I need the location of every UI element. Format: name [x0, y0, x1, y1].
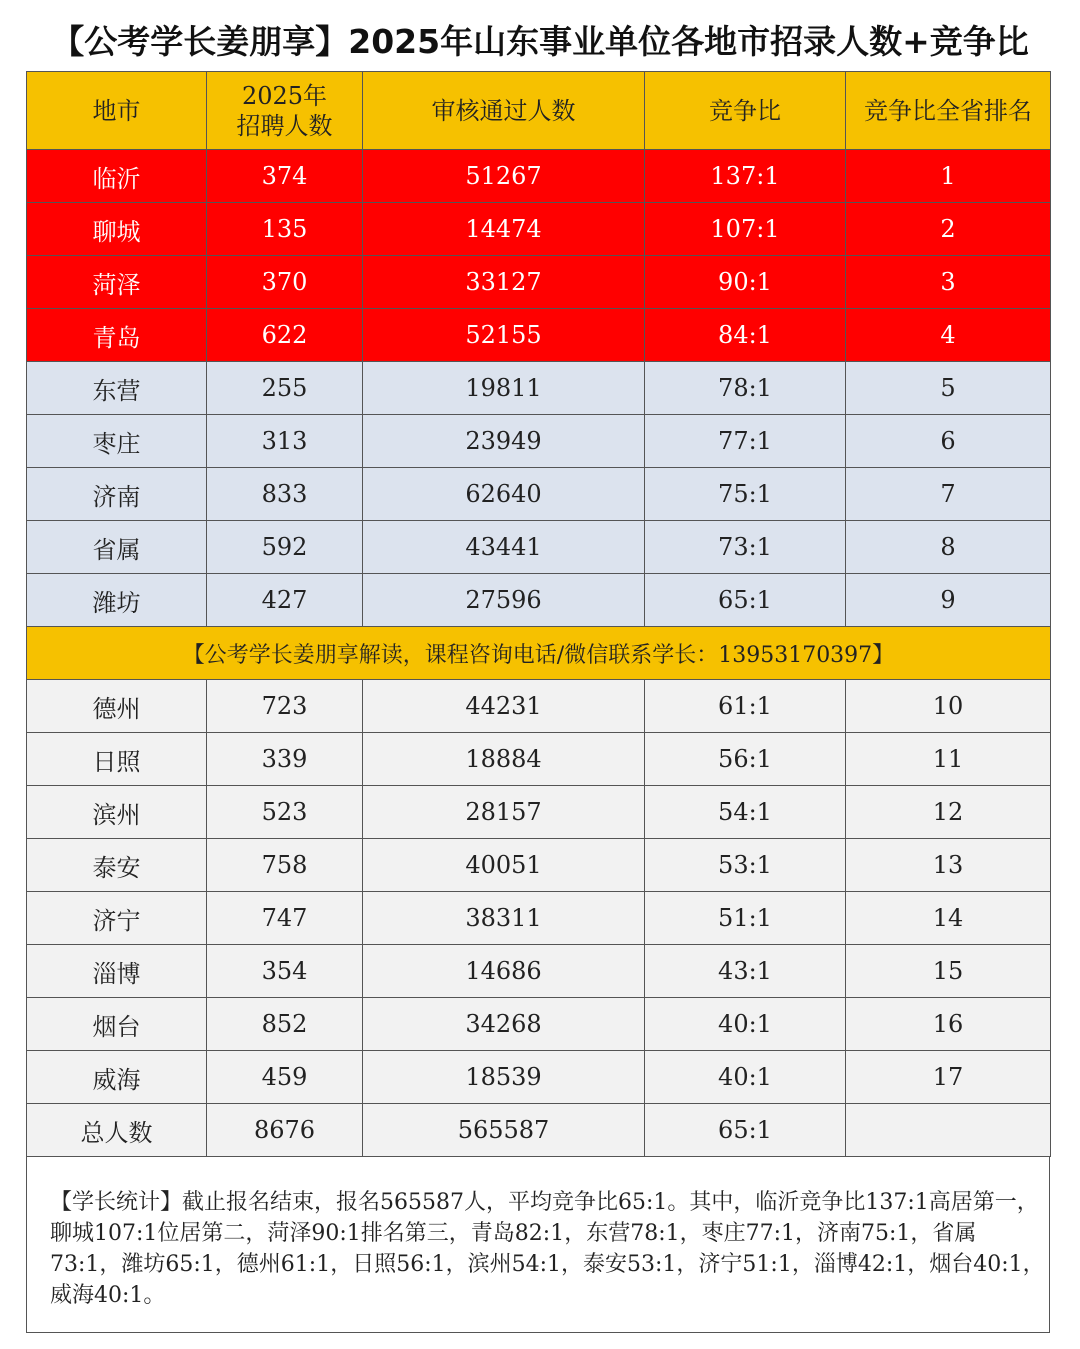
cell-city: 威海 [27, 1051, 207, 1104]
cell-rank: 14 [846, 892, 1051, 945]
cell-recruit: 592 [207, 521, 363, 574]
cell-rank: 13 [846, 839, 1051, 892]
table-row [27, 521, 1051, 574]
cell-recruit: 339 [207, 733, 363, 786]
cell-approved: 19811 [363, 362, 645, 415]
recruitment-table [26, 71, 1051, 1157]
banner-body [27, 627, 1051, 680]
cell-recruit: 758 [207, 839, 363, 892]
table-row [27, 786, 1051, 839]
cell-recruit: 354 [207, 945, 363, 998]
cell-approved: 43441 [363, 521, 645, 574]
cell-approved: 23949 [363, 415, 645, 468]
cell-rank: 16 [846, 998, 1051, 1051]
cell-approved: 33127 [363, 256, 645, 309]
cell-ratio: 61:1 [645, 680, 846, 733]
cell-approved: 51267 [363, 150, 645, 203]
cell-city: 潍坊 [27, 574, 207, 627]
cell-city: 德州 [27, 680, 207, 733]
cell-recruit: 370 [207, 256, 363, 309]
cell-recruit: 723 [207, 680, 363, 733]
cell-ratio: 40:1 [645, 998, 846, 1051]
cell-city: 枣庄 [27, 415, 207, 468]
cell-rank: 5 [846, 362, 1051, 415]
table-row [27, 892, 1051, 945]
cell-ratio: 137:1 [645, 150, 846, 203]
banner-row [27, 627, 1051, 680]
total-recruit: 8676 [207, 1104, 363, 1157]
cell-approved: 38311 [363, 892, 645, 945]
cell-approved: 44231 [363, 680, 645, 733]
cell-recruit: 135 [207, 203, 363, 256]
cell-ratio: 78:1 [645, 362, 846, 415]
cell-approved: 14686 [363, 945, 645, 998]
cell-city: 烟台 [27, 998, 207, 1051]
cell-rank: 6 [846, 415, 1051, 468]
cell-city: 青岛 [27, 309, 207, 362]
middle-rows [27, 362, 1051, 627]
cell-city: 泰安 [27, 839, 207, 892]
table-row [27, 309, 1051, 362]
cell-city: 菏泽 [27, 256, 207, 309]
header-approved: 审核通过人数 [363, 72, 645, 150]
cell-rank: 10 [846, 680, 1051, 733]
cell-ratio: 40:1 [645, 1051, 846, 1104]
cell-ratio: 84:1 [645, 309, 846, 362]
cell-recruit: 747 [207, 892, 363, 945]
total-body [27, 1104, 1051, 1157]
cell-ratio: 51:1 [645, 892, 846, 945]
cell-approved: 18539 [363, 1051, 645, 1104]
cell-recruit: 374 [207, 150, 363, 203]
cell-ratio: 75:1 [645, 468, 846, 521]
header-city: 地市 [27, 72, 207, 150]
cell-ratio: 73:1 [645, 521, 846, 574]
cell-approved: 18884 [363, 733, 645, 786]
cell-recruit: 255 [207, 362, 363, 415]
table-row [27, 998, 1051, 1051]
cell-recruit: 427 [207, 574, 363, 627]
total-ratio: 65:1 [645, 1104, 846, 1157]
cell-ratio: 77:1 [645, 415, 846, 468]
header-recruit-line1: 2025年 [241, 81, 328, 110]
cell-city: 省属 [27, 521, 207, 574]
cell-city: 聊城 [27, 203, 207, 256]
cell-ratio: 43:1 [645, 945, 846, 998]
cell-ratio: 65:1 [645, 574, 846, 627]
table-row [27, 733, 1051, 786]
cell-ratio: 56:1 [645, 733, 846, 786]
table-row [27, 1051, 1051, 1104]
cell-city: 济南 [27, 468, 207, 521]
cell-ratio: 90:1 [645, 256, 846, 309]
table-row [27, 415, 1051, 468]
cell-approved: 27596 [363, 574, 645, 627]
cell-city: 滨州 [27, 786, 207, 839]
cell-rank: 7 [846, 468, 1051, 521]
table-row [27, 839, 1051, 892]
table-row [27, 574, 1051, 627]
header-recruit [207, 72, 363, 150]
cell-ratio: 107:1 [645, 203, 846, 256]
cell-approved: 40051 [363, 839, 645, 892]
table-row [27, 362, 1051, 415]
cell-ratio: 54:1 [645, 786, 846, 839]
header-row [27, 72, 1051, 150]
cell-rank: 3 [846, 256, 1051, 309]
cell-approved: 34268 [363, 998, 645, 1051]
cell-approved: 52155 [363, 309, 645, 362]
table-row [27, 945, 1051, 998]
cell-ratio: 53:1 [645, 839, 846, 892]
cell-recruit: 622 [207, 309, 363, 362]
cell-city: 临沂 [27, 150, 207, 203]
stats-paragraph: 【学长统计】截止报名结束，报名565587人，平均竞争比65:1。其中，临沂竞争比137:1高居第一，聊城107:1位居第二，菏泽90:1排名第三，青岛82:1，东营78:1，枣庄77:1，济南75:1，省属73:1，潍坊65:1，德州61:1，日照56:1，滨州54:1，泰安53:1，济宁51:1，淄博42:1，烟台40:1，威海40:1。 [50, 1190, 1045, 1308]
header-ratio: 竞争比 [645, 72, 846, 150]
cell-approved: 28157 [363, 786, 645, 839]
cell-city: 淄博 [27, 945, 207, 998]
cell-rank: 12 [846, 786, 1051, 839]
cell-rank: 1 [846, 150, 1051, 203]
table-row [27, 203, 1051, 256]
header-recruit-line2: 招聘人数 [236, 111, 333, 140]
table-row [27, 256, 1051, 309]
cell-rank: 4 [846, 309, 1051, 362]
cell-rank: 17 [846, 1051, 1051, 1104]
cell-city: 济宁 [27, 892, 207, 945]
header-rank: 竞争比全省排名 [846, 72, 1051, 150]
cell-city: 东营 [27, 362, 207, 415]
page-title: 【公考学长姜朋享】2025年山东事业单位各地市招录人数+竞争比 [51, 22, 1029, 61]
cell-rank: 9 [846, 574, 1051, 627]
top-rows [27, 150, 1051, 362]
table-row [27, 150, 1051, 203]
cell-rank: 2 [846, 203, 1051, 256]
cell-recruit: 852 [207, 998, 363, 1051]
total-row [27, 1104, 1051, 1157]
total-city: 总人数 [27, 1104, 207, 1157]
cell-rank: 8 [846, 521, 1051, 574]
total-rank [846, 1104, 1051, 1157]
cell-recruit: 833 [207, 468, 363, 521]
table-row [27, 680, 1051, 733]
cell-recruit: 523 [207, 786, 363, 839]
cell-approved: 14474 [363, 203, 645, 256]
cell-recruit: 459 [207, 1051, 363, 1104]
table-row [27, 468, 1051, 521]
cell-rank: 15 [846, 945, 1051, 998]
cell-recruit: 313 [207, 415, 363, 468]
lower-rows [27, 680, 1051, 1104]
cell-approved: 62640 [363, 468, 645, 521]
cell-city: 日照 [27, 733, 207, 786]
banner-text: 【公考学长姜朋享解读，课程咨询电话/微信联系学长：13953170397】 [27, 627, 1051, 680]
total-approved: 565587 [363, 1104, 645, 1157]
cell-rank: 11 [846, 733, 1051, 786]
